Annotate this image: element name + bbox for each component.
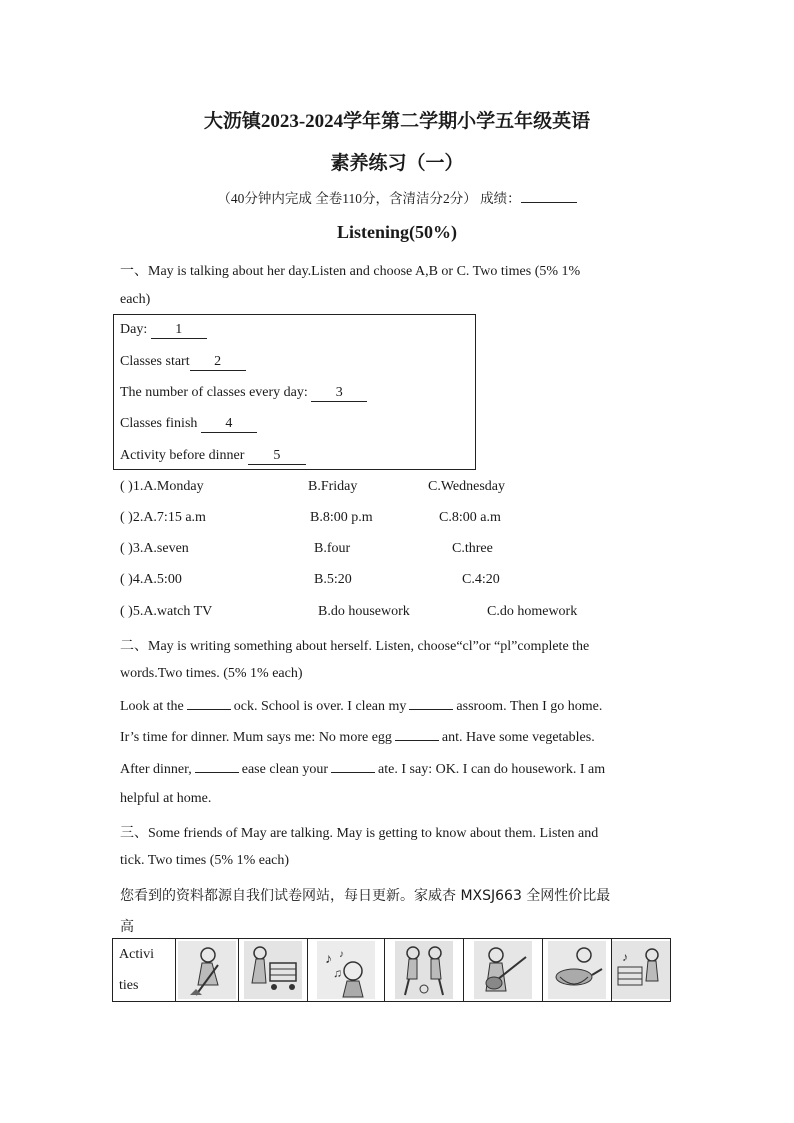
question-5-option-b: B.do housework [318, 604, 410, 619]
box-line-classes-finish: Classes finish 4 [120, 416, 257, 433]
box-line-classes-start: Classes start 2 [120, 354, 246, 371]
music-picture [612, 941, 670, 999]
word-blank[interactable] [195, 760, 239, 773]
part1-instruction-cont: each) [120, 292, 151, 307]
activity-cell[interactable] [543, 939, 612, 1002]
question-3: ( )3.A.seven [120, 541, 189, 556]
word-blank[interactable] [331, 760, 375, 773]
ad-line-cont: 高 [120, 919, 134, 935]
activity-cell[interactable] [385, 939, 464, 1002]
activity-cell[interactable] [176, 939, 239, 1002]
svg-text:♪: ♪ [339, 949, 344, 960]
answer-blank[interactable]: 2 [190, 354, 246, 371]
box-line-number-of-classes: The number of classes every day: 3 [120, 385, 367, 402]
question-3-option-c: C.three [452, 541, 493, 556]
question-2-option-c: C.8:00 a.m [439, 510, 501, 525]
answer-blank[interactable]: 1 [151, 322, 207, 339]
answer-blank[interactable]: 3 [311, 385, 367, 402]
box-line-day: Day: 1 [120, 322, 207, 339]
singing-picture [317, 941, 375, 999]
question-3-option-b: B.four [314, 541, 351, 556]
exam-title: 大沥镇2023-2024学年第二学期小学五年级英语 [203, 111, 591, 132]
question-5: ( )5.A.watch TV [120, 604, 213, 619]
score-blank[interactable] [521, 190, 577, 203]
question-5-option-c: C.do homework [487, 604, 578, 619]
passage-line-4: helpful at home. [120, 791, 212, 806]
exam-info [0, 187, 794, 207]
ad-line: 您看到的资料都源自我们试卷网站，每日更新。家威杏 MXSJ663 全网性价比最 [120, 888, 611, 904]
part2-instruction-cont: words.Two times. (5% 1% each) [120, 666, 303, 681]
exam-subtitle: 素养练习（一） [330, 153, 464, 174]
passage-line-2: Ir’s time for dinner. Mum says me: No more egg ant. Have some vegetables. [120, 730, 595, 745]
part3-instruction: 三、Some friends of May are talking. May is getting to know about them. Listen and [120, 826, 599, 841]
svg-text:♪: ♪ [622, 950, 628, 964]
question-1-option-c: C.Wednesday [428, 479, 506, 494]
part1-instruction: 一、May is talking about her day.Listen and choose A,B or C. Two times (5% 1% [120, 264, 581, 279]
question-2: ( )2.A.7:15 a.m [120, 510, 206, 525]
playing-guitar-picture [474, 941, 532, 999]
shopping-cart-picture [244, 941, 302, 999]
exam-info-text: （40分钟内完成 全卷110分，含清洁分2分） 成绩： [217, 191, 521, 206]
sweeping-picture [178, 941, 236, 999]
question-2-option-b: B.8:00 p.m [310, 510, 373, 525]
answer-blank[interactable]: 4 [201, 416, 257, 433]
question-1-option-b: B.Friday [308, 479, 358, 494]
activities-label: Activi ties [113, 939, 176, 1002]
playing-ball-picture [395, 941, 453, 999]
activity-cell[interactable] [464, 939, 543, 1002]
passage-line-3: After dinner, ease clean your ate. I say: OK. I can do housework. I am [120, 762, 606, 777]
answer-blank[interactable]: 5 [248, 448, 306, 465]
activity-cell[interactable] [308, 939, 385, 1002]
question-4: ( )4.A.5:00 [120, 572, 182, 587]
part2-instruction: 二、May is writing something about herself. Listen, choose“cl”or “pl”complete the [120, 639, 590, 654]
box-line-activity: Activity before dinner 5 [120, 448, 306, 465]
question-1: ( )1.A.Monday [120, 479, 204, 494]
activities-table [112, 938, 671, 1002]
passage-line-1: Look at the ock. School is over. I clean my assroom. Then I go home. [120, 699, 603, 714]
section-title: Listening(50%) [336, 222, 457, 242]
cooking-picture [548, 941, 606, 999]
svg-text:♫: ♫ [333, 966, 342, 980]
question-4-option-b: B.5:20 [314, 572, 352, 587]
question-4-option-c: C.4:20 [462, 572, 500, 587]
activity-cell[interactable] [612, 939, 671, 1002]
word-blank[interactable] [395, 728, 439, 741]
word-blank[interactable] [187, 697, 231, 710]
activity-cell[interactable] [239, 939, 308, 1002]
part3-instruction-cont: tick. Two times (5% 1% each) [120, 853, 290, 868]
word-blank[interactable] [409, 697, 453, 710]
svg-text:♪: ♪ [325, 952, 332, 967]
